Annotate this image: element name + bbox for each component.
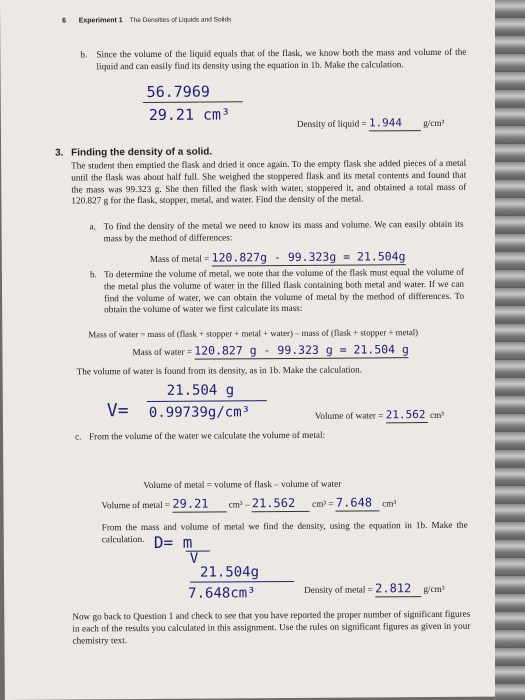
hw-liquid-mass: 56.7969 bbox=[146, 82, 210, 101]
unit-cm3: cm³ bbox=[382, 498, 397, 509]
volume-water-unit: cm³ bbox=[430, 409, 445, 421]
part-c-text: From the volume of the water we calculate the volume of metal: bbox=[89, 429, 326, 442]
section3-number: 3. bbox=[55, 147, 64, 159]
flask-volume-hw: 29.21 bbox=[172, 496, 226, 513]
volume-metal-formula: Volume of metal = volume of flask – volume of water bbox=[143, 478, 342, 491]
density-of-liquid-row bbox=[297, 116, 445, 132]
hw-water-density: 0.99739g/cm³ bbox=[148, 404, 251, 421]
unit-cm3-equals: cm³ = bbox=[312, 498, 334, 509]
hw-metal-volume: 7.648cm³ bbox=[188, 585, 256, 602]
fraction-line bbox=[190, 581, 294, 583]
part-b2-marker: b. bbox=[89, 269, 97, 280]
footer-text: Now go back to Question 1 and check to see that you have reported the proper number of significant figures in each of the results you calculated in this assignment. Use the rules on significant figures as given in your chemistry text. bbox=[72, 608, 471, 646]
water-volume-hw: 21.562 bbox=[252, 496, 310, 513]
mass-water-formula: Mass of water = mass of (flask + stopper + metal + water) – mass of (flask + stopper + metal) bbox=[88, 327, 419, 340]
hw-v-equals: V= bbox=[106, 400, 129, 422]
volume-metal-label: Volume of metal = bbox=[101, 499, 171, 511]
section3-text: The student then emptied the flask and dried it once again. To the empty flask she added pieces of a metal until the flask was about half full. She weighed the stoppered flask and its metal contents and found that the mass was 99.323 g. She then filled the flask with water, stoppered it, and obtained a total mass of 120.827 g for the flask, stopper, metal, and water. Find the density of the metal. bbox=[71, 157, 467, 206]
page-number: 6 bbox=[62, 17, 67, 25]
hw-metal-mass: 21.504g bbox=[199, 564, 260, 581]
part-b2-text: To determine the volume of metal, we note that the volume of the flask must equal the volume of the metal plus the volume of water in the filled flask containing both metal and water. If we can find the volume of water, we can obtain the volume of metal by the method of differences. To obtain the volume of water we first calculate its mass: bbox=[103, 266, 465, 315]
fraction-line bbox=[147, 400, 267, 402]
mass-of-metal-row bbox=[150, 249, 406, 267]
hw-liquid-volume: 29.21 cm³ bbox=[148, 105, 231, 124]
mass-water-label: Mass of water = bbox=[132, 346, 193, 358]
volume-water-text: The volume of water is found from its density, as in 1b. Make the calculation. bbox=[76, 364, 363, 377]
density-of-metal-row bbox=[304, 581, 445, 598]
volume-of-metal-row bbox=[101, 495, 396, 513]
notebook-binding bbox=[495, 0, 525, 700]
metal-volume-hw: 7.648 bbox=[336, 495, 380, 512]
density-metal-text: From the mass and volume of metal we find the density, using the equation in 1b. Make the calculation. bbox=[101, 519, 468, 545]
unit-cm3-minus: cm³ – bbox=[228, 499, 250, 510]
part-c-marker: c. bbox=[75, 431, 82, 442]
part-a-marker: a. bbox=[89, 221, 96, 232]
fraction-line bbox=[143, 101, 243, 103]
mass-metal-hw: 120.827g - 99.323g = 21.504g bbox=[211, 249, 406, 265]
page-header bbox=[62, 16, 231, 26]
density-liquid-label: Density of liquid = bbox=[296, 118, 367, 129]
part-a-text: To find the density of the metal we need to know its mass and volume. We can easily obtain its mass by the method of differences: bbox=[103, 218, 464, 244]
hw-water-mass: 21.504 g bbox=[166, 382, 235, 399]
part-b1-text: Since the volume of the liquid equals that of the flask, we know both the mass and volume of the liquid and can easily find its density using the equation in 1b. Make the calculation. bbox=[96, 46, 467, 72]
experiment-label: Experiment 1 bbox=[78, 17, 123, 25]
density-liquid-value: 1.944 bbox=[369, 116, 421, 131]
section3-title: Finding the density of a solid. bbox=[71, 146, 213, 159]
mass-water-hw: 120.827 g - 99.323 g = 21.504 g bbox=[194, 342, 409, 358]
hw-d-equals-m: D= m bbox=[153, 532, 193, 552]
density-metal-label: Density of metal = bbox=[304, 584, 373, 595]
mass-of-water-row bbox=[132, 342, 409, 360]
mass-metal-label: Mass of metal = bbox=[149, 253, 210, 264]
volume-of-water-row bbox=[315, 408, 444, 424]
volume-water-label: Volume of water = bbox=[314, 410, 384, 421]
part-b1-marker: b. bbox=[80, 49, 88, 60]
density-metal-unit: g/cm³ bbox=[423, 583, 445, 595]
hw-v-symbol: V bbox=[189, 550, 199, 567]
experiment-title: The Densities of Liquids and Solids bbox=[129, 16, 232, 25]
volume-water-value: 21.562 bbox=[386, 408, 428, 423]
density-metal-value: 2.812 bbox=[375, 581, 421, 598]
density-liquid-unit: g/cm³ bbox=[423, 117, 445, 129]
